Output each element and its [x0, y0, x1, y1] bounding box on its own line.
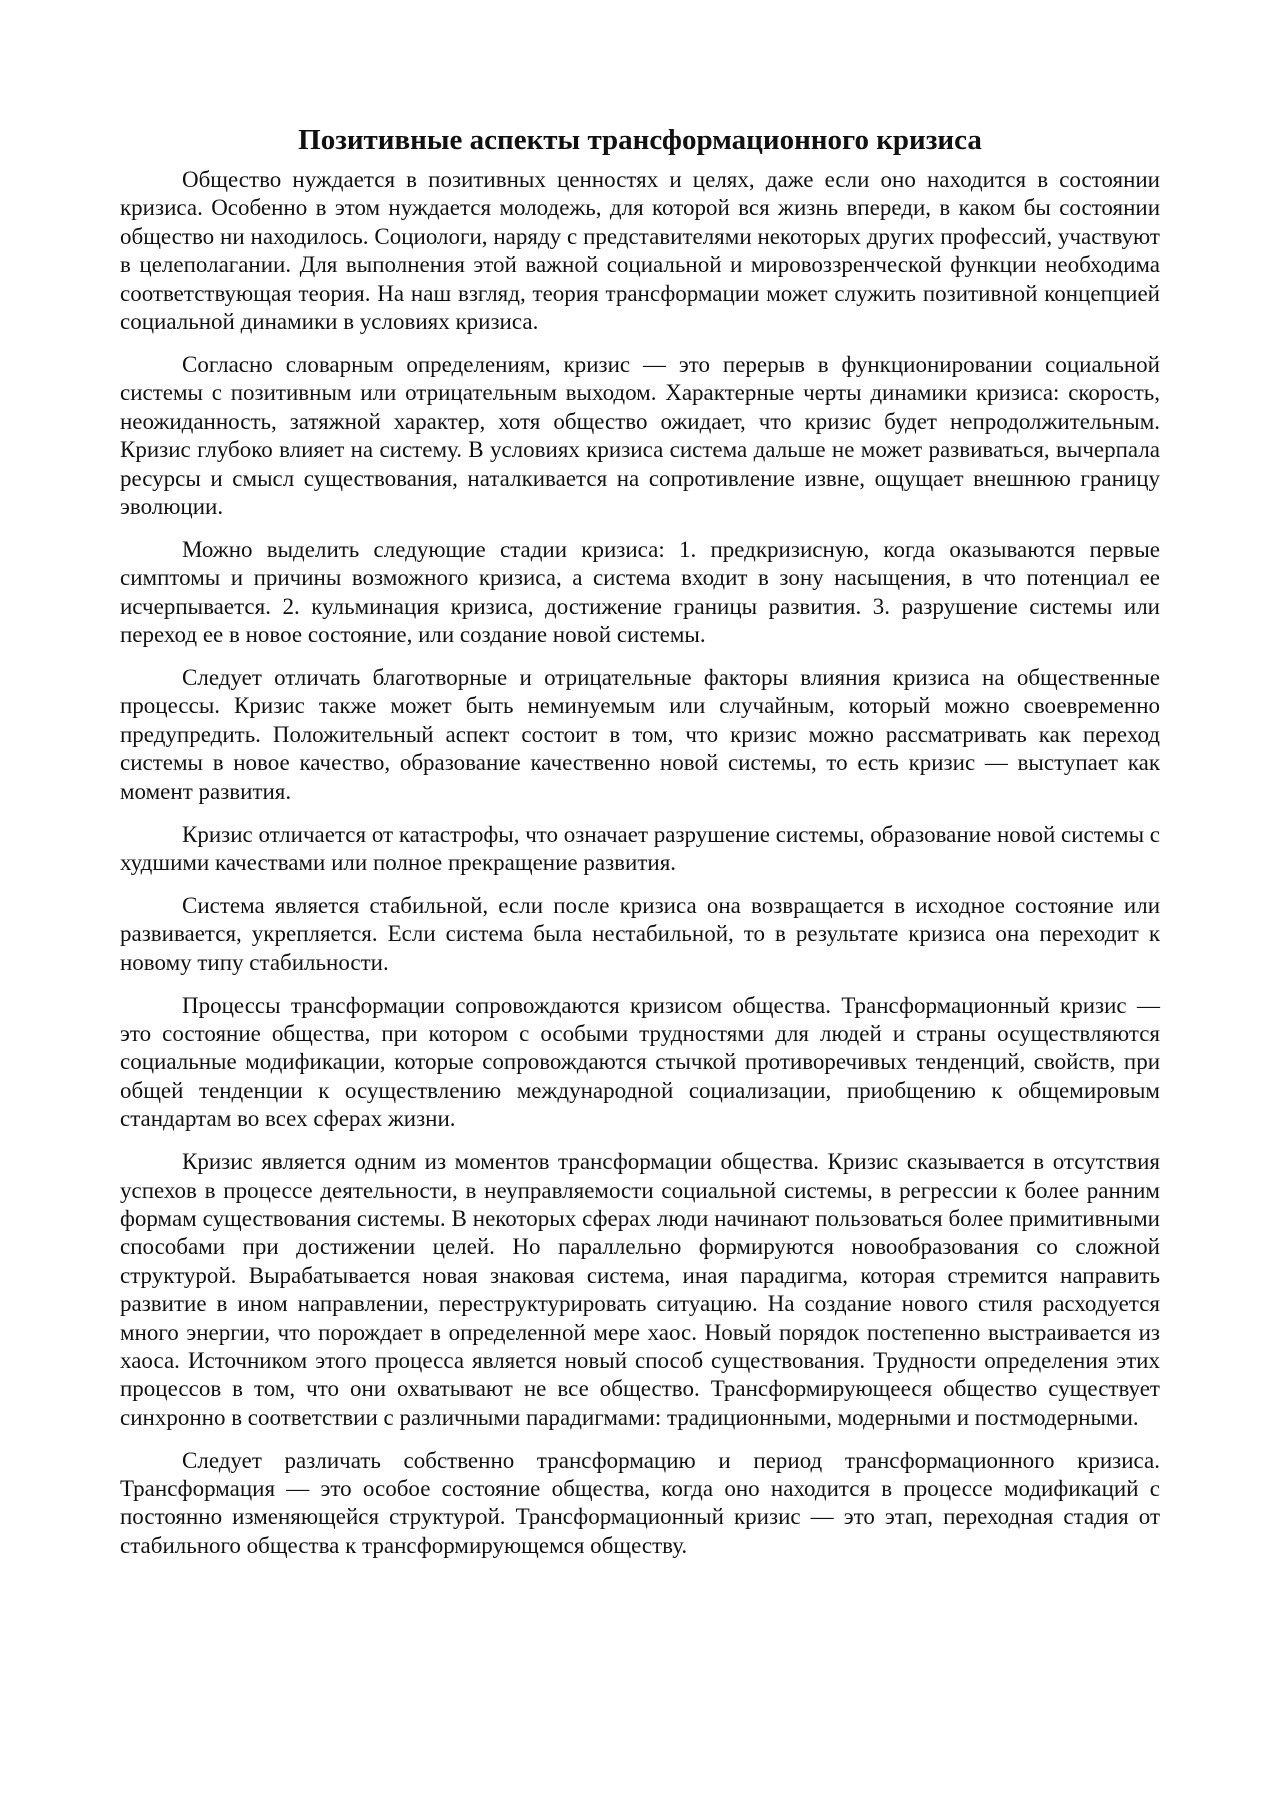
document-page: [120, 122, 1160, 1575]
paragraph: Следует отличать благотворные и отрицательные факторы влияния кризиса на общественные процессы. Кризис также может быть неминуемым или случайным, который можно своевременно предупредить. Положительный аспект состоит в том, что кризис можно рассматривать как переход системы в новое качество, образование качественно новой системы, то есть кризис — выступает как момент развития.: [120, 665, 1160, 804]
paragraph: Общество нуждается в позитивных ценностях и целях, даже если оно находится в состоянии кризиса. Особенно в этом нуждается молодежь, для которой вся жизнь впереди, в каком бы состоянии общество ни находилось. Социологи, наряду с представителями некоторых других профессий, участвуют в целеполагании. Для выполнения этой важной социальной и мировоззренческой функции необходима соответствующая теория. На наш взгляд, теория трансформации может служить позитивной концепцией социальной динамики в условиях кризиса.: [120, 167, 1160, 335]
paragraph: Следует различать собственно трансформацию и период трансформационного кризиса. Трансформация — это особое состояние общества, когда оно находится в процессе модификаций с постоянно изменяющейся структурой. Трансформационный кризис — это этап, переходная стадия от стабильного общества к трансформирующемся обществу.: [120, 1447, 1160, 1558]
document-title: Позитивные аспекты трансформационного кризиса: [298, 124, 982, 156]
paragraph: Можно выделить следующие стадии кризиса: 1. предкризисную, когда оказываются первые симптомы и причины возможного кризиса, а система входит в зону насыщения, в что потенциал ее исчерпывается. 2. кульминация кризиса, достижение границы развития. 3. разрушение системы или переход ее в новое состояние, или создание новой системы.: [120, 536, 1160, 648]
paragraph: Согласно словарным определениям, кризис — это перерыв в функционировании социальной системы с позитивным или отрицательным выходом. Характерные черты динамики кризиса: скорость, неожиданность, затяжной характер, хотя общество ожидает, что кризис будет непродолжительным. Кризис глубоко влияет на систему. В условиях кризиса система дальше не может развиваться, вычерпала ресурсы и смысл существования, наталкивается на сопротивление извне, ощущает внешнюю границу эволюции.: [120, 351, 1160, 519]
paragraph: Процессы трансформации сопровождаются кризисом общества. Трансформационный кризис — это состояние общества, при котором с особыми трудностями для людей и страны осуществляются социальные модификации, которые сопровождаются стычкой противоречивых тенденций, свойств, при общей тенденции к осуществлению международной социализации, приобщению к общемировым стандартам во всех сферах жизни.: [120, 992, 1160, 1132]
paragraph: Система является стабильной, если после кризиса она возвращается в исходное состояние или развивается, укрепляется. Если система была нестабильной, то в результате кризиса она переходит к новому типу стабильности.: [120, 892, 1160, 975]
paragraph: Кризис является одним из моментов трансформации общества. Кризис сказывается в отсутствия успехов в процессе деятельности, в неуправляемости социальной системы, в регрессии к более ранним формам существования системы. В некоторых сферах люди начинают пользоваться более примитивными способами при достижении целей. Но параллельно формируются новообразования со сложной структурой. Вырабатывается новая знаковая система, иная парадигма, которая стремится направить развитие в ином направлении, переструктурировать ситуацию. На создание нового стиля расходуется много энергии, что порождает в определенной мере хаос. Новый порядок постепенно выстраивается из хаоса. Источником этого процесса является новый способ существования. Трудности определения этих процессов в том, что они охватывают не все общество. Трансформирующееся общество существует синхронно в соответствии с различными парадигмами: традиционными, модерными и постмодерными.: [120, 1149, 1160, 1430]
paragraph: Кризис отличается от катастрофы, что означает разрушение системы, образование новой системы с худшими качествами или полное прекращение развития.: [120, 821, 1160, 875]
